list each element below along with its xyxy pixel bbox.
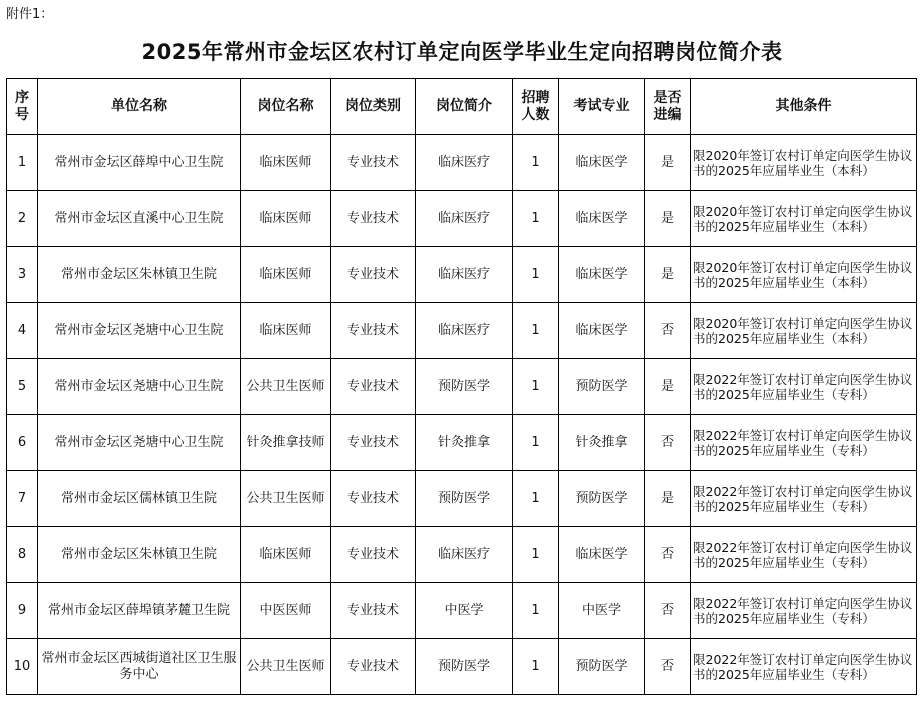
table-row bbox=[7, 191, 917, 247]
cell-no: 10 bbox=[7, 639, 38, 695]
cell-count: 1 bbox=[513, 359, 559, 415]
cell-staff: 否 bbox=[645, 639, 691, 695]
cell-no: 8 bbox=[7, 527, 38, 583]
header-intro: 岗位简介 bbox=[416, 79, 513, 135]
cell-major: 临床医学 bbox=[559, 191, 645, 247]
cell-other: 限2022年签订农村订单定向医学生协议书的2025年应届毕业生（专科） bbox=[691, 471, 917, 527]
cell-major: 预防医学 bbox=[559, 359, 645, 415]
cell-no: 9 bbox=[7, 583, 38, 639]
cell-category: 专业技术 bbox=[331, 359, 416, 415]
cell-major: 预防医学 bbox=[559, 471, 645, 527]
recruitment-table bbox=[6, 78, 917, 695]
cell-count: 1 bbox=[513, 303, 559, 359]
cell-staff: 是 bbox=[645, 191, 691, 247]
table-row bbox=[7, 471, 917, 527]
cell-post: 公共卫生医师 bbox=[241, 471, 331, 527]
cell-major: 临床医学 bbox=[559, 135, 645, 191]
cell-post: 临床医师 bbox=[241, 527, 331, 583]
cell-no: 2 bbox=[7, 191, 38, 247]
cell-staff: 否 bbox=[645, 527, 691, 583]
cell-intro: 临床医疗 bbox=[416, 247, 513, 303]
cell-unit: 常州市金坛区朱林镇卫生院 bbox=[38, 527, 241, 583]
header-category: 岗位类别 bbox=[331, 79, 416, 135]
table-row bbox=[7, 639, 917, 695]
cell-unit: 常州市金坛区儒林镇卫生院 bbox=[38, 471, 241, 527]
cell-staff: 是 bbox=[645, 471, 691, 527]
cell-staff: 否 bbox=[645, 415, 691, 471]
cell-post: 临床医师 bbox=[241, 247, 331, 303]
header-major: 考试专业 bbox=[559, 79, 645, 135]
cell-post: 临床医师 bbox=[241, 191, 331, 247]
cell-category: 专业技术 bbox=[331, 471, 416, 527]
table-row bbox=[7, 303, 917, 359]
cell-post: 公共卫生医师 bbox=[241, 359, 331, 415]
cell-unit: 常州市金坛区直溪中心卫生院 bbox=[38, 191, 241, 247]
cell-other: 限2022年签订农村订单定向医学生协议书的2025年应届毕业生（专科） bbox=[691, 415, 917, 471]
cell-staff: 是 bbox=[645, 247, 691, 303]
table-row bbox=[7, 583, 917, 639]
table-row bbox=[7, 359, 917, 415]
cell-intro: 预防医学 bbox=[416, 359, 513, 415]
cell-count: 1 bbox=[513, 247, 559, 303]
page-title: 2025年常州市金坛区农村订单定向医学毕业生定向招聘岗位简介表 bbox=[141, 40, 783, 64]
cell-category: 专业技术 bbox=[331, 247, 416, 303]
cell-count: 1 bbox=[513, 527, 559, 583]
cell-category: 专业技术 bbox=[331, 303, 416, 359]
table-row bbox=[7, 527, 917, 583]
header-other: 其他条件 bbox=[691, 79, 917, 135]
header-post: 岗位名称 bbox=[241, 79, 331, 135]
cell-post: 临床医师 bbox=[241, 303, 331, 359]
cell-category: 专业技术 bbox=[331, 639, 416, 695]
cell-staff: 否 bbox=[645, 583, 691, 639]
table-row bbox=[7, 415, 917, 471]
cell-major: 中医学 bbox=[559, 583, 645, 639]
cell-category: 专业技术 bbox=[331, 415, 416, 471]
header-unit: 单位名称 bbox=[38, 79, 241, 135]
cell-count: 1 bbox=[513, 583, 559, 639]
table-row bbox=[7, 247, 917, 303]
header-staff: 是否进编 bbox=[645, 79, 691, 135]
cell-staff: 否 bbox=[645, 303, 691, 359]
cell-count: 1 bbox=[513, 191, 559, 247]
cell-other: 限2020年签订农村订单定向医学生协议书的2025年应届毕业生（本科） bbox=[691, 247, 917, 303]
cell-other: 限2022年签订农村订单定向医学生协议书的2025年应届毕业生（专科） bbox=[691, 583, 917, 639]
cell-other: 限2022年签订农村订单定向医学生协议书的2025年应届毕业生（专科） bbox=[691, 527, 917, 583]
cell-major: 临床医学 bbox=[559, 303, 645, 359]
cell-intro: 临床医疗 bbox=[416, 527, 513, 583]
cell-no: 3 bbox=[7, 247, 38, 303]
cell-intro: 针灸推拿 bbox=[416, 415, 513, 471]
cell-unit: 常州市金坛区尧塘中心卫生院 bbox=[38, 303, 241, 359]
cell-count: 1 bbox=[513, 415, 559, 471]
cell-post: 公共卫生医师 bbox=[241, 639, 331, 695]
cell-staff: 是 bbox=[645, 135, 691, 191]
cell-category: 专业技术 bbox=[331, 527, 416, 583]
cell-no: 1 bbox=[7, 135, 38, 191]
cell-other: 限2020年签订农村订单定向医学生协议书的2025年应届毕业生（本科） bbox=[691, 135, 917, 191]
cell-other: 限2022年签订农村订单定向医学生协议书的2025年应届毕业生（专科） bbox=[691, 639, 917, 695]
cell-staff: 是 bbox=[645, 359, 691, 415]
cell-intro: 临床医疗 bbox=[416, 191, 513, 247]
cell-no: 4 bbox=[7, 303, 38, 359]
cell-no: 5 bbox=[7, 359, 38, 415]
cell-other: 限2022年签订农村订单定向医学生协议书的2025年应届毕业生（专科） bbox=[691, 359, 917, 415]
cell-unit: 常州市金坛区尧塘中心卫生院 bbox=[38, 415, 241, 471]
header-count: 招聘人数 bbox=[513, 79, 559, 135]
cell-category: 专业技术 bbox=[331, 583, 416, 639]
cell-unit: 常州市金坛区薛埠中心卫生院 bbox=[38, 135, 241, 191]
cell-intro: 中医学 bbox=[416, 583, 513, 639]
cell-category: 专业技术 bbox=[331, 135, 416, 191]
cell-no: 6 bbox=[7, 415, 38, 471]
cell-category: 专业技术 bbox=[331, 191, 416, 247]
cell-intro: 临床医疗 bbox=[416, 303, 513, 359]
cell-unit: 常州市金坛区西城街道社区卫生服务中心 bbox=[38, 639, 241, 695]
cell-unit: 常州市金坛区朱林镇卫生院 bbox=[38, 247, 241, 303]
cell-count: 1 bbox=[513, 135, 559, 191]
cell-intro: 预防医学 bbox=[416, 471, 513, 527]
cell-count: 1 bbox=[513, 639, 559, 695]
cell-other: 限2020年签订农村订单定向医学生协议书的2025年应届毕业生（本科） bbox=[691, 191, 917, 247]
header-row bbox=[7, 79, 917, 135]
cell-unit: 常州市金坛区尧塘中心卫生院 bbox=[38, 359, 241, 415]
table-row bbox=[7, 135, 917, 191]
cell-post: 中医医师 bbox=[241, 583, 331, 639]
header-no: 序号 bbox=[7, 79, 38, 135]
cell-intro: 预防医学 bbox=[416, 639, 513, 695]
cell-major: 临床医学 bbox=[559, 527, 645, 583]
cell-unit: 常州市金坛区薛埠镇茅麓卫生院 bbox=[38, 583, 241, 639]
cell-other: 限2020年签订农村订单定向医学生协议书的2025年应届毕业生（本科） bbox=[691, 303, 917, 359]
cell-count: 1 bbox=[513, 471, 559, 527]
cell-major: 预防医学 bbox=[559, 639, 645, 695]
cell-major: 临床医学 bbox=[559, 247, 645, 303]
cell-major: 针灸推拿 bbox=[559, 415, 645, 471]
cell-post: 针灸推拿技师 bbox=[241, 415, 331, 471]
attachment-label: 附件1： bbox=[6, 7, 54, 22]
cell-intro: 临床医疗 bbox=[416, 135, 513, 191]
cell-no: 7 bbox=[7, 471, 38, 527]
cell-post: 临床医师 bbox=[241, 135, 331, 191]
